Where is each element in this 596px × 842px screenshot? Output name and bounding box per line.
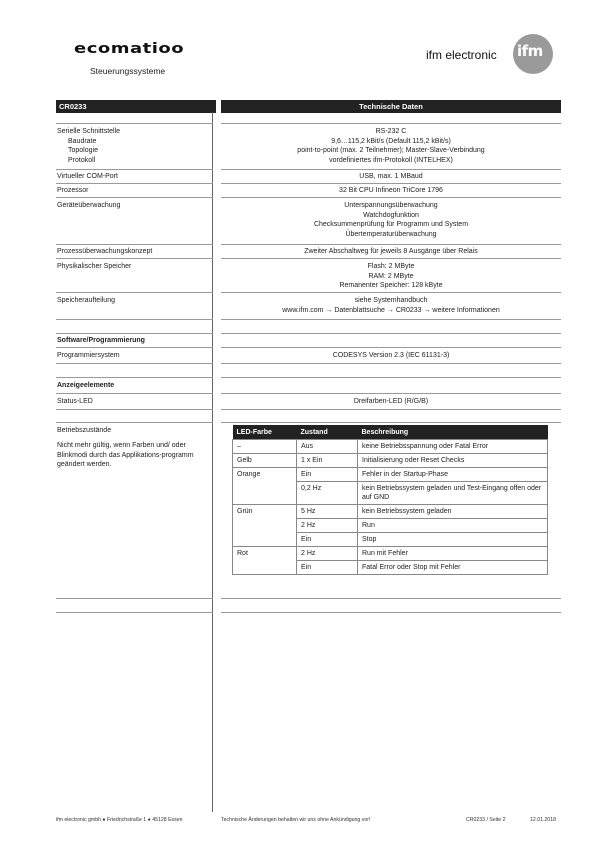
table-row: Ein Stop — [233, 533, 548, 547]
display-heading: Anzeigeelemente — [57, 382, 115, 389]
row-device-monitoring: Geräteüberwachung — [57, 202, 121, 209]
logo-subtitle: Steuerungssysteme — [90, 66, 166, 76]
row-programming-system: Programmiersystem — [57, 352, 120, 359]
col-state: Zustand — [297, 425, 358, 440]
table-row: Gelb 1 x Ein Initialisierung oder Reset Checks — [233, 454, 548, 468]
table-row: 2 Hz Run — [233, 519, 548, 533]
row-operating-states: Betriebszustände — [57, 427, 112, 434]
column-divider — [212, 112, 213, 812]
value-device-monitoring: Unterspannungsüberwachung Watchdogfunktion Checksummenprüfung für Programm und System Übertemperaturüberwachung — [313, 202, 469, 238]
table-row: Rot 2 Hz Run mit Fehler — [233, 547, 548, 561]
value-processor: 32 Bit CPU Infineon TriCore 1796 — [339, 187, 443, 194]
col-description: Beschreibung — [358, 425, 548, 440]
ifm-logo-text: ifm — [517, 42, 543, 60]
row-physical-memory: Physikalischer Speicher — [57, 263, 132, 270]
footer-notice: Technische Änderungen behalten wir uns ohne Ankündigung vor! — [221, 817, 371, 823]
company-name: ifm electronic — [426, 48, 497, 62]
row-memory-allocation: Speicheraufteilung — [57, 297, 115, 304]
value-memory-allocation: siehe Systemhandbuch www.ifm.com → Datenblattsuche → CR0233 → weitere Informationen — [282, 297, 500, 314]
footer-page: CR0233 / Seite 2 — [466, 817, 506, 823]
ecomat-logo: ecomatioo — [74, 40, 185, 57]
footer-date: 12.01.2018 — [530, 817, 556, 823]
row-process-monitoring: Prozessüberwachungskonzept — [57, 248, 153, 255]
row-serial-interface: Serielle Schnittstelle Baudrate Topologie Protokoll — [57, 128, 121, 164]
row-virtual-com: Virtueller COM-Port — [57, 173, 118, 180]
footer-address: ifm electronic gmbh ● Friedrichstraße 1 ● 45128 Essen — [56, 817, 183, 823]
value-process-monitoring: Zweiter Abschaltweg für jeweils 8 Ausgänge über Relais — [304, 248, 478, 255]
row-status-led: Status-LED — [57, 398, 93, 405]
table-row: 0,2 Hz kein Betriebssystem geladen und Test-Eingang offen oder auf GND — [233, 482, 548, 505]
value-serial-interface: RS-232 C 9,6…115,2 kBit/s (Default 115,2 kBit/s) point-to-point (max. 2 Teilnehmer); Master-Slave-Verbindung vordefiniertes ifm-Protokoll (INTELHEX) — [297, 128, 485, 164]
software-heading: Software/Programmierung — [57, 337, 145, 344]
table-row: Grün 5 Hz kein Betriebssystem geladen — [233, 505, 548, 519]
value-physical-memory: Flash: 2 MByte RAM: 2 MByte Remanenter Speicher: 128 kByte — [339, 263, 443, 289]
table-row: Orange Ein Fehler in der Startup-Phase — [233, 468, 548, 482]
table-row: – Aus keine Betriebsspannung oder Fatal Error — [233, 440, 548, 454]
col-led-color: LED-Farbe — [233, 425, 297, 440]
product-code-header: CR0233 — [56, 100, 216, 113]
value-programming-system: CODESYS Version 2.3 (IEC 61131-3) — [332, 352, 450, 359]
operating-states-note: Nicht mehr gültig, wenn Farben und/ oder Blinkmodi durch das Applikations-programm geändert werden. — [57, 442, 194, 468]
tech-data-header: Technische Daten — [221, 100, 561, 113]
row-processor: Prozessor — [57, 187, 89, 194]
led-state-table — [232, 425, 548, 575]
table-row: Ein Fatal Error oder Stop mit Fehler — [233, 561, 548, 575]
value-virtual-com: USB, max. 1 MBaud — [359, 173, 423, 180]
value-status-led: Dreifarben-LED (R/G/B) — [353, 398, 429, 405]
